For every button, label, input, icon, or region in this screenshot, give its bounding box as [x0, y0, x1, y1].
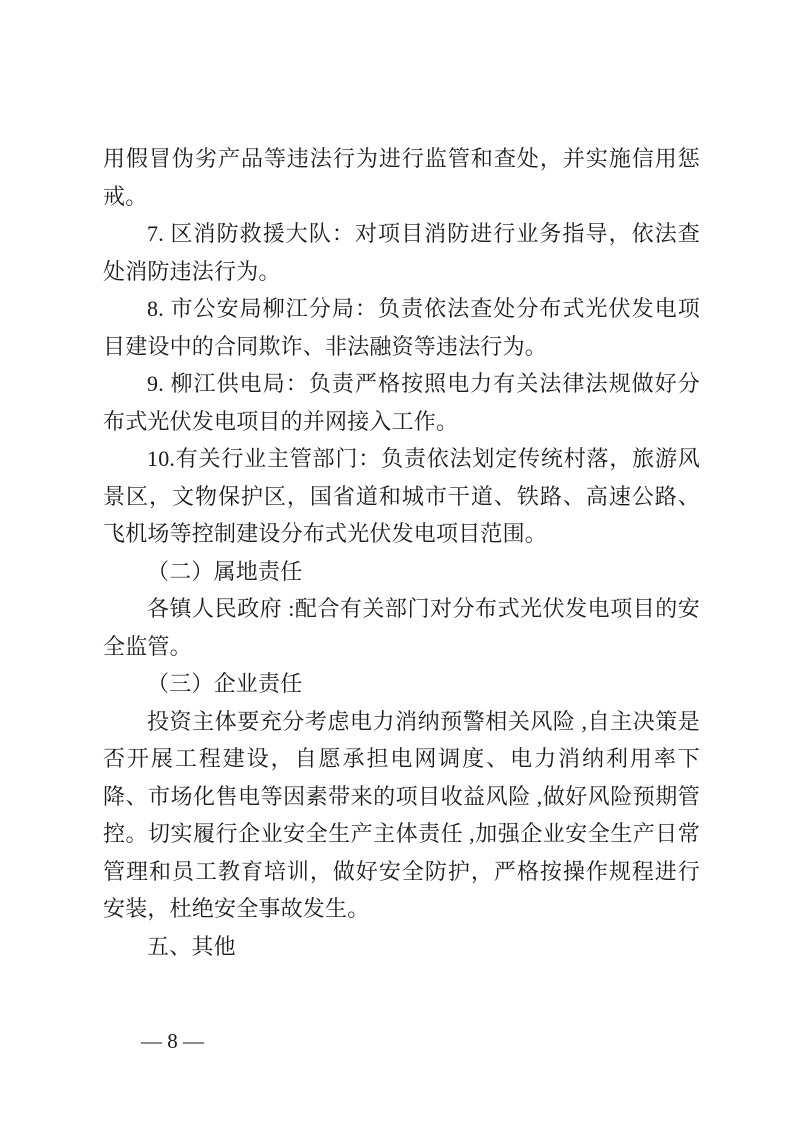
paragraph: 7. 区消防救援大队：对项目消防进行业务指导，依法查处消防违法行为。: [103, 221, 700, 284]
section-heading: 五、其他: [147, 933, 236, 959]
paragraph: 8. 市公安局柳江分局：负责依法查处分布式光伏发电项目建设中的合同欺诈、非法融资等违法行为。: [103, 296, 700, 359]
paragraph: 各镇人民政府 :配合有关部门对分布式光伏发电项目的安全监管。: [103, 596, 700, 659]
paragraph: 9. 柳江供电局：负责严格按照电力有关法律法规做好分布式光伏发电项目的并网接入工作。: [103, 371, 700, 434]
section-heading: （二）属地责任: [147, 558, 303, 584]
section-heading: （三）企业责任: [147, 671, 303, 696]
page-number: — 8 —: [141, 1029, 204, 1053]
paragraph: 投资主体要充分考虑电力消纳预警相关风险 ,自主决策是否开展工程建设，自愿承担电网调度、电力消纳利用率下降、市场化售电等因素带来的项目收益风险 ,做好风险预期管控。切实履行企业安全生产主体责任 ,加强企业安全生产日常管理和员工教育培训，做好安全防护，严格按操作规程进行安装，杜绝安全事故发生。: [103, 708, 700, 921]
document-body: [103, 140, 700, 965]
paragraph: 10.有关行业主管部门：负责依法划定传统村落，旅游风景区，文物保护区，国省道和城市干道、铁路、高速公路、飞机场等控制建设分布式光伏发电项目范围。: [103, 446, 700, 546]
paragraph: 用假冒伪劣产品等违法行为进行监管和查处，并实施信用惩戒。: [103, 146, 700, 209]
